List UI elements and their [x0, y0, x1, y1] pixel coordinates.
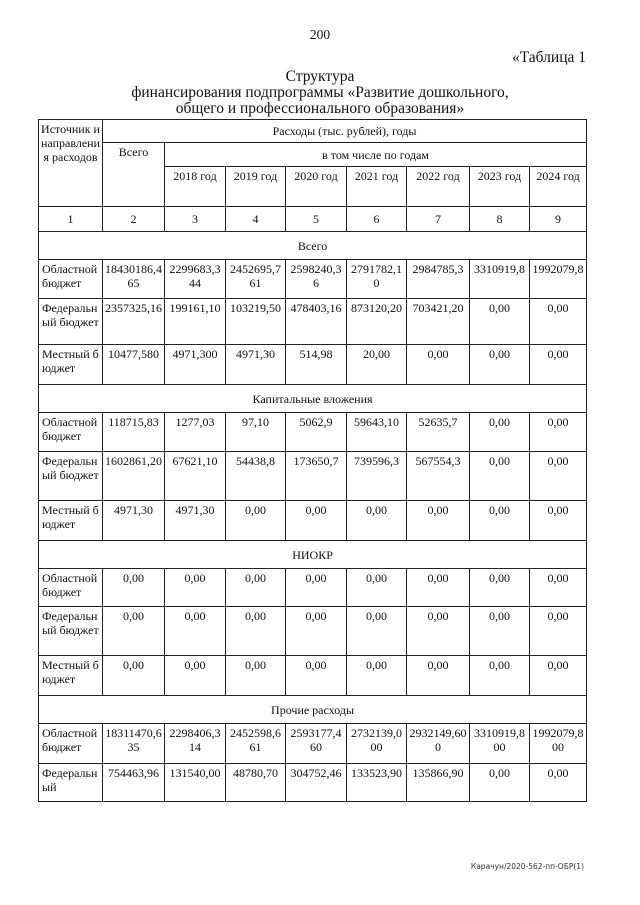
table-cell: 0,00: [226, 656, 286, 696]
table-cell: 0,00: [470, 501, 530, 541]
table-cell: 3310919,800: [470, 724, 530, 764]
section-title: Капитальные вложения: [39, 385, 587, 413]
column-number: 1: [39, 207, 103, 232]
table-cell: 478403,16: [286, 299, 347, 345]
table-cell: 103219,50: [226, 299, 286, 345]
table-row: [39, 345, 587, 385]
column-number: 8: [470, 207, 530, 232]
table-cell: 0,00: [407, 569, 470, 607]
header-total: Всего: [103, 143, 165, 207]
table-cell: 514,98: [286, 345, 347, 385]
header-row: [39, 143, 587, 167]
table-cell: 48780,70: [226, 764, 286, 802]
table-cell: 2357325,16: [103, 299, 165, 345]
table-cell: 0,00: [226, 569, 286, 607]
section-row: [39, 385, 587, 413]
column-number: 4: [226, 207, 286, 232]
table-cell: 0,00: [470, 607, 530, 656]
table-cell: 0,00: [470, 413, 530, 452]
table-cell: 754463,96: [103, 764, 165, 802]
table-row: [39, 413, 587, 452]
table-cell: 0,00: [347, 501, 407, 541]
table-row: [39, 724, 587, 764]
table-cell: 304752,46: [286, 764, 347, 802]
table-cell: 0,00: [165, 607, 226, 656]
table-cell: 2984785,3: [407, 260, 470, 299]
header-year: 2022 год: [407, 167, 470, 207]
table-cell: 2593177,460: [286, 724, 347, 764]
header-source: Источник и направления расходов: [39, 120, 103, 207]
header-year: 2018 год: [165, 167, 226, 207]
header-year: 2021 год: [347, 167, 407, 207]
title-line: Структура: [285, 68, 355, 85]
table-cell: 0,00: [286, 656, 347, 696]
table-cell: 0,00: [530, 299, 587, 345]
table-row: [39, 764, 587, 802]
table-cell: 5062,9: [286, 413, 347, 452]
table-cell: 2598240,36: [286, 260, 347, 299]
table-row: [39, 656, 587, 696]
table-cell: 2452695,761: [226, 260, 286, 299]
table-body: [39, 120, 587, 802]
table-cell: 1277,03: [165, 413, 226, 452]
row-source: Местный бюджет: [39, 345, 103, 385]
table-cell: 59643,10: [347, 413, 407, 452]
table-cell: 173650,7: [286, 452, 347, 501]
page-number: 200: [309, 27, 331, 42]
section-row: [39, 696, 587, 724]
table-cell: 739596,3: [347, 452, 407, 501]
row-source: Областной бюджет: [39, 724, 103, 764]
table-cell: 0,00: [530, 764, 587, 802]
row-source: Областной бюджет: [39, 569, 103, 607]
table-cell: 0,00: [103, 607, 165, 656]
row-source: Федеральный бюджет: [39, 607, 103, 656]
column-number: 2: [103, 207, 165, 232]
table-cell: 131540,00: [165, 764, 226, 802]
title-line: общего и профессионального образования»: [175, 100, 465, 117]
table-cell: 0,00: [226, 501, 286, 541]
document-title: [0, 69, 640, 117]
table-cell: 0,00: [470, 569, 530, 607]
table-cell: 0,00: [530, 413, 587, 452]
table-cell: 0,00: [103, 656, 165, 696]
table-cell: 0,00: [470, 345, 530, 385]
table-cell: 67621,10: [165, 452, 226, 501]
column-number: 3: [165, 207, 226, 232]
table-cell: 873120,20: [347, 299, 407, 345]
header-expenses: Расходы (тыс. рублей), годы: [103, 120, 587, 143]
column-number: 5: [286, 207, 347, 232]
table-cell: 199161,10: [165, 299, 226, 345]
header-year: 2019 год: [226, 167, 286, 207]
table-cell: 2791782,10: [347, 260, 407, 299]
table-cell: 2732139,000: [347, 724, 407, 764]
header-year: 2020 год: [286, 167, 347, 207]
header-year: 2023 год: [470, 167, 530, 207]
table-cell: 0,00: [530, 501, 587, 541]
table-cell: 0,00: [407, 607, 470, 656]
section-title: Прочие расходы: [39, 696, 587, 724]
table-cell: 0,00: [530, 452, 587, 501]
table-row: [39, 452, 587, 501]
section-row: [39, 232, 587, 260]
row-source: Федеральный бюджет: [39, 452, 103, 501]
section-row: [39, 541, 587, 569]
table-cell: 135866,90: [407, 764, 470, 802]
table-cell: 4971,30: [226, 345, 286, 385]
table-cell: 0,00: [407, 656, 470, 696]
table-cell: 1992079,800: [530, 724, 587, 764]
table-cell: 0,00: [530, 569, 587, 607]
table-cell: 0,00: [347, 569, 407, 607]
table-row: [39, 501, 587, 541]
table-cell: 0,00: [470, 656, 530, 696]
table-cell: 133523,90: [347, 764, 407, 802]
table-row: [39, 260, 587, 299]
column-number: 7: [407, 207, 470, 232]
header-year: 2024 год: [530, 167, 587, 207]
table-cell: 2932149,600: [407, 724, 470, 764]
table-cell: 0,00: [286, 501, 347, 541]
table-cell: 0,00: [530, 656, 587, 696]
table-cell: 18311470,635: [103, 724, 165, 764]
header-row: [39, 120, 587, 143]
table-cell: 0,00: [470, 764, 530, 802]
table-cell: 0,00: [470, 452, 530, 501]
header-by-years: в том числе по годам: [165, 143, 587, 167]
row-source: Областной бюджет: [39, 413, 103, 452]
financing-table: [38, 119, 587, 802]
table-cell: 118715,83: [103, 413, 165, 452]
row-source: Областной бюджет: [39, 260, 103, 299]
row-source: Федеральный: [39, 764, 103, 802]
table-cell: 10477,580: [103, 345, 165, 385]
table-cell: 0,00: [347, 656, 407, 696]
table-cell: 52635,7: [407, 413, 470, 452]
table-cell: 1602861,20: [103, 452, 165, 501]
table-cell: 0,00: [347, 607, 407, 656]
table-cell: 0,00: [407, 345, 470, 385]
table-cell: 97,10: [226, 413, 286, 452]
table-cell: 0,00: [286, 607, 347, 656]
table-cell: 1992079,8: [530, 260, 587, 299]
table-cell: 54438,8: [226, 452, 286, 501]
title-line: финансирования подпрограммы «Развитие дошкольного,: [131, 84, 509, 101]
table-cell: 0,00: [530, 345, 587, 385]
table-cell: 0,00: [286, 569, 347, 607]
row-source: Местный бюджет: [39, 501, 103, 541]
table-cell: 20,00: [347, 345, 407, 385]
table-row: [39, 299, 587, 345]
table-label: «Таблица 1: [511, 49, 586, 66]
table-cell: 0,00: [103, 569, 165, 607]
table-cell: 3310919,8: [470, 260, 530, 299]
table-row: [39, 607, 587, 656]
table-cell: 0,00: [226, 607, 286, 656]
section-title: Всего: [39, 232, 587, 260]
table-cell: 0,00: [470, 299, 530, 345]
row-source: Местный бюджет: [39, 656, 103, 696]
table-row: [39, 569, 587, 607]
column-number: 6: [347, 207, 407, 232]
table-cell: 567554,3: [407, 452, 470, 501]
column-number-row: [39, 207, 587, 232]
row-source: Федеральный бюджет: [39, 299, 103, 345]
footer-stamp: Карачун/2020-562-пп-ОБР(1): [470, 862, 584, 871]
table-cell: 0,00: [165, 569, 226, 607]
table-cell: 0,00: [165, 656, 226, 696]
table-cell: 0,00: [530, 607, 587, 656]
table-cell: 18430186,465: [103, 260, 165, 299]
table-cell: 0,00: [407, 501, 470, 541]
table-cell: 4971,30: [165, 501, 226, 541]
column-number: 9: [530, 207, 587, 232]
table-cell: 2452598,661: [226, 724, 286, 764]
table-cell: 4971,30: [103, 501, 165, 541]
table-cell: 703421,20: [407, 299, 470, 345]
table-cell: 4971,300: [165, 345, 226, 385]
table-cell: 2298406,314: [165, 724, 226, 764]
section-title: НИОКР: [39, 541, 587, 569]
table-cell: 2299683,344: [165, 260, 226, 299]
